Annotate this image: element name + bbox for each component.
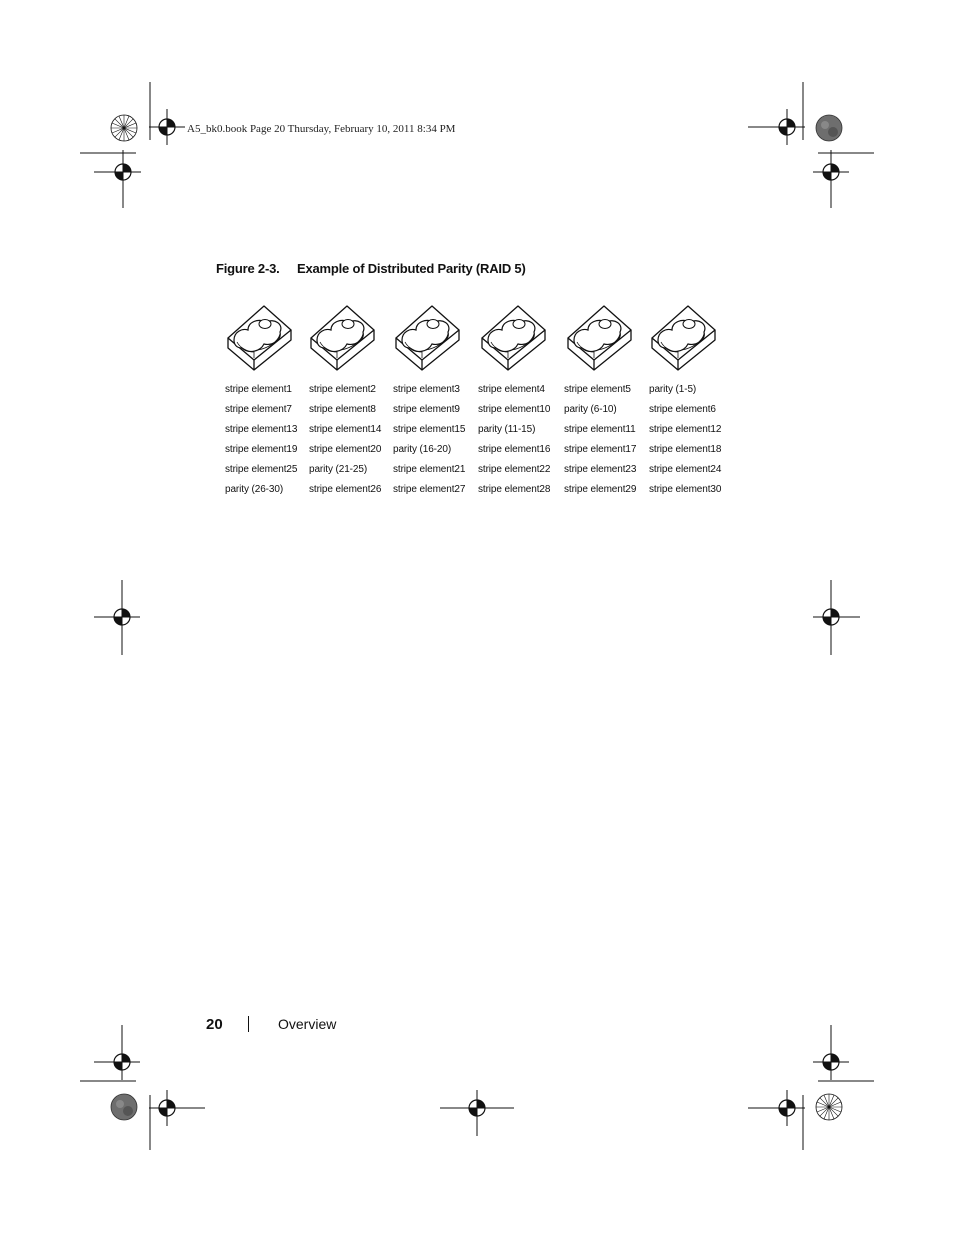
- table-cell: stripe element16: [478, 444, 551, 455]
- table-cell: parity (16-20): [393, 444, 452, 455]
- table-cell: stripe element7: [225, 404, 292, 415]
- book-header-line: A5_bk0.book Page 20 Thursday, February 10, 2011 8:34 PM: [187, 123, 456, 135]
- table-cell: stripe element22: [478, 464, 551, 475]
- color-target-icon: [816, 115, 842, 141]
- hard-drive-icon: [564, 302, 634, 372]
- table-cell: parity (6-10): [564, 404, 617, 415]
- table-cell: stripe element14: [309, 424, 382, 435]
- table-cell: stripe element18: [649, 444, 722, 455]
- table-cell: stripe element11: [564, 424, 636, 435]
- table-cell: stripe element19: [225, 444, 298, 455]
- table-cell: stripe element8: [309, 404, 376, 415]
- table-cell: stripe element30: [649, 484, 722, 495]
- table-cell: stripe element13: [225, 424, 298, 435]
- table-cell: stripe element10: [478, 404, 551, 415]
- table-cell: parity (11-15): [478, 424, 536, 435]
- hard-drive-icon: [307, 302, 377, 372]
- color-target-icon: [111, 115, 137, 141]
- hard-drive-icon: [648, 302, 718, 372]
- table-cell: parity (1-5): [649, 384, 697, 395]
- table-cell: stripe element25: [225, 464, 298, 475]
- table-cell: stripe element5: [564, 384, 631, 395]
- table-cell: stripe element20: [309, 444, 382, 455]
- registration-mark-icon: [149, 109, 185, 145]
- hard-drive-icon: [224, 302, 294, 372]
- table-cell: stripe element2: [309, 384, 376, 395]
- table-cell: parity (21-25): [309, 464, 368, 475]
- table-cell: stripe element17: [564, 444, 637, 455]
- figure-title: Example of Distributed Parity (RAID 5): [296, 261, 526, 276]
- table-cell: stripe element9: [393, 404, 460, 415]
- figure-caption: [216, 261, 526, 276]
- footer-section-title: Overview: [278, 1016, 337, 1032]
- table-cell: stripe element6: [649, 404, 716, 415]
- hard-drive-icon: [478, 302, 548, 372]
- hard-drive-icon: [392, 302, 462, 372]
- table-cell: stripe element26: [309, 484, 382, 495]
- footer-divider: [248, 1016, 249, 1032]
- table-cell: stripe element29: [564, 484, 637, 495]
- table-cell: stripe element27: [393, 484, 466, 495]
- table-cell: stripe element21: [393, 464, 466, 475]
- table-cell: stripe element3: [393, 384, 460, 395]
- table-cell: stripe element12: [649, 424, 722, 435]
- figure-number: Figure 2-3.: [216, 261, 280, 276]
- table-cell: stripe element28: [478, 484, 551, 495]
- page-number: 20: [206, 1016, 223, 1033]
- table-cell: stripe element15: [393, 424, 466, 435]
- table-cell: parity (26-30): [225, 484, 284, 495]
- table-cell: stripe element23: [564, 464, 637, 475]
- table-cell: stripe element1: [225, 384, 292, 395]
- table-cell: stripe element4: [478, 384, 545, 395]
- color-target-icon: [111, 1094, 137, 1120]
- color-target-icon: [816, 1094, 842, 1120]
- table-cell: stripe element24: [649, 464, 722, 475]
